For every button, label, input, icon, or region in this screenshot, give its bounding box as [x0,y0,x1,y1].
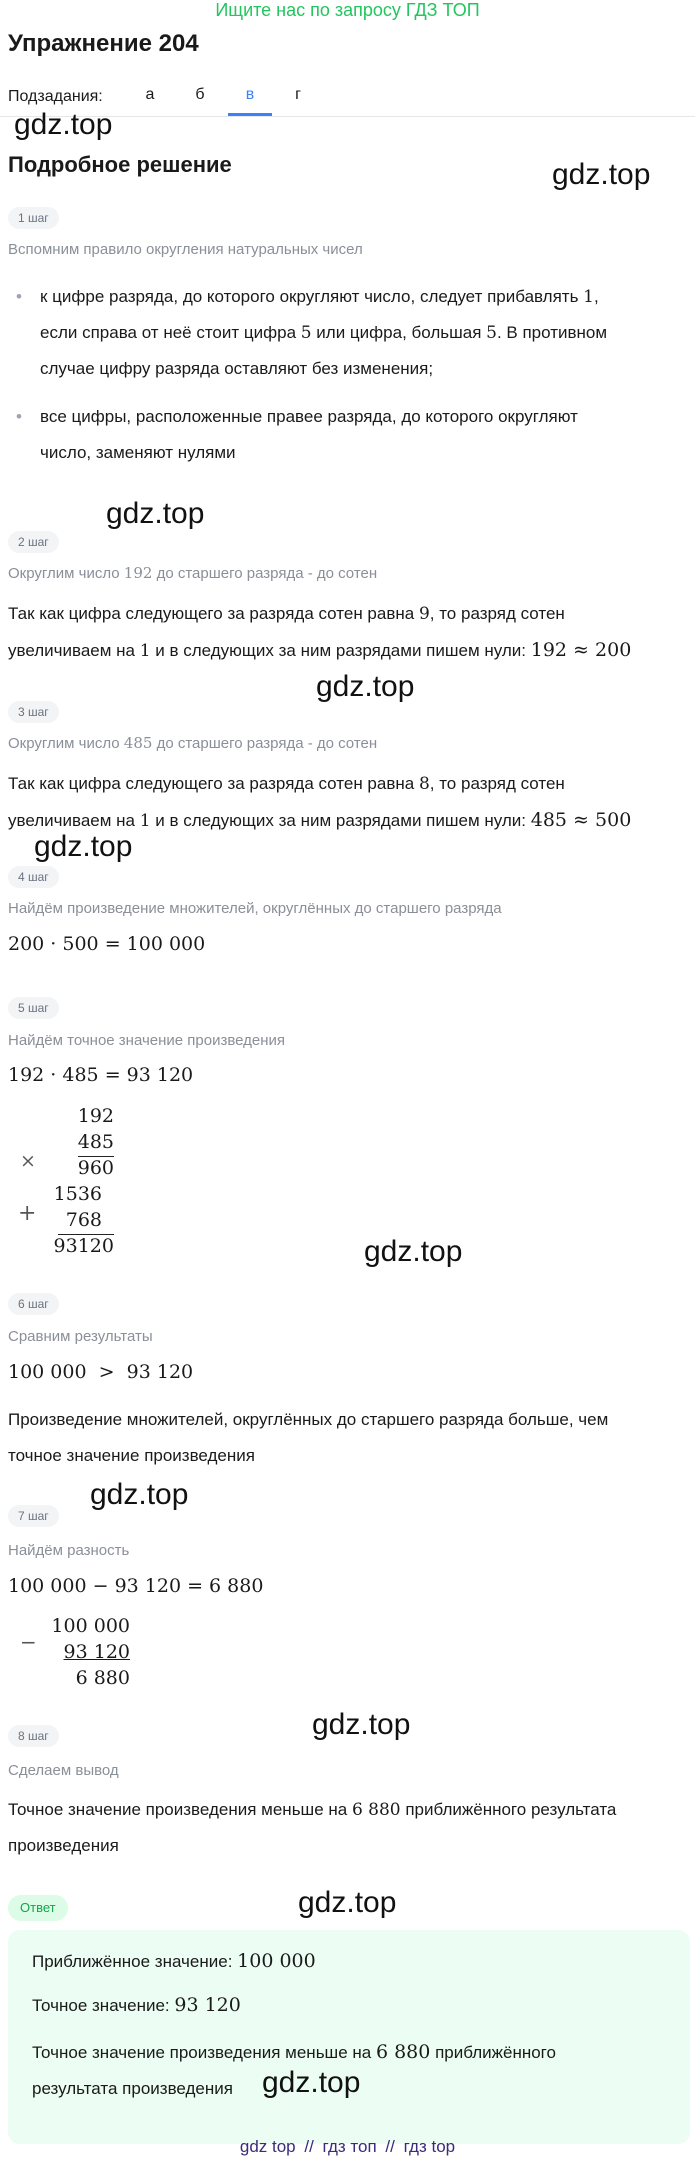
math-number: 100 000 [237,1950,316,1972]
text: Так как цифра следующего за разряда сотен равна [8,774,419,793]
step-title: Вспомним правило округления натуральных чисел [8,241,363,258]
math-number: 192 [123,564,153,582]
watermark: gdz.top [552,158,651,191]
rule-text: . В противном [496,323,608,342]
step-title [8,734,377,752]
math-number: 1 [139,811,151,831]
math-number: 5 [300,323,312,343]
rule-text: число, заменяют нулями [40,443,236,462]
list-item [8,279,688,387]
answer-label: Точное значение: [32,1996,175,2015]
partial-product-2: 1536 [53,1183,102,1205]
times-sign: × [20,1150,36,1172]
rule-text: если справа от неё стоит цифра [40,323,301,342]
watermark: gdz.top [14,108,113,141]
partial-product-3: 768 [65,1209,102,1231]
math-result: 485 ≈ 500 [530,809,632,831]
plus-sign: + [18,1201,37,1226]
step-title-text: до старшего разряда - до сотен [152,735,378,752]
text: и в следующих за ним разрядами пишем нули: [150,811,531,830]
rule-text: или цифра, большая [311,323,487,342]
math-expression: 200 · 500 = 100 000 [8,933,206,955]
watermark: gdz.top [298,1886,397,1919]
text: точное значение произведения [8,1446,255,1465]
math-expression: 100 000 − 93 120 = 6 880 [8,1575,264,1597]
page-title: Упражнение 204 [8,30,199,57]
subtasks-label: Подзадания: [8,88,103,105]
footer-links [0,2137,695,2157]
watermark: gdz.top [316,670,415,703]
step-title: Найдём произведение множителей, округлённых до старшего разряда [8,900,502,917]
answer-box [8,1930,690,2144]
tab-g[interactable]: г [295,86,301,103]
watermark: gdz.top [90,1478,189,1511]
step-badge: 2 шаг [8,531,59,553]
subtrahend: 93 120 [63,1641,130,1663]
step-badge: 7 шаг [8,1505,59,1527]
answer-label: Приближённое значение: [32,1952,238,1971]
math-number: 1 [139,641,151,661]
footer-separator: // [304,2137,314,2156]
text: и в следующих за ним разрядами пишем нули: [150,641,531,660]
text: приближённого результата [400,1800,617,1819]
step-badge: 5 шаг [8,997,59,1019]
factor-1: 192 [77,1105,114,1127]
answer-approx [32,1950,316,1972]
step-title: Сделаем вывод [8,1762,119,1779]
solution-heading: Подробное решение [8,152,232,177]
footer-link[interactable]: гдз топ [322,2137,377,2156]
answer-exact [32,1994,241,2016]
text: , то разряд сотен [429,604,565,623]
rules-list [8,279,688,471]
text: произведения [8,1836,119,1855]
partial-product-1: 960 [77,1157,114,1179]
rule-text: случае цифру разряда оставляют без изменения; [40,359,434,378]
step-badge: 8 шаг [8,1725,59,1747]
minuend: 100 000 [51,1615,130,1637]
tab-v[interactable]: в [245,86,255,103]
difference: 6 880 [75,1667,130,1689]
watermark: gdz.top [262,2066,361,2099]
math-expression: 100 000 > 93 120 [8,1361,194,1383]
watermark: gdz.top [106,497,205,530]
math-number: 6 880 [375,2041,431,2063]
math-number: 5 [486,323,497,343]
step-title: Найдём точное значение произведения [8,1032,286,1049]
text: увеличиваем на [8,641,140,660]
top-banner[interactable]: Ищите нас по запросу ГДЗ ТОП [215,0,480,20]
math-number: 8 [418,774,430,794]
watermark: gdz.top [312,1708,411,1741]
step-badge: 3 шаг [8,701,59,723]
text: Точное значение произведения меньше на [8,1800,352,1819]
math-number: 93 120 [174,1994,241,2016]
step-title-text: до старшего разряда - до сотен [152,565,378,582]
rule-text: к цифре разряда, до которого округляют число, следует прибавлять [40,287,584,306]
math-number: 6 880 [351,1800,401,1820]
footer-link[interactable]: гдз top [403,2137,456,2156]
answer-badge: Ответ [8,1895,68,1921]
step-text [8,1402,688,1474]
factor-2: 485 [77,1131,114,1153]
list-item [8,399,688,471]
watermark: gdz.top [34,830,133,863]
text: Так как цифра следующего за разряда сотен равна [8,604,419,623]
step-badge: 4 шаг [8,866,59,888]
watermark: gdz.top [364,1235,463,1268]
text: приближённого [430,2043,556,2062]
step-title: Найдём разность [8,1542,130,1559]
math-expression: 192 · 485 = 93 120 [8,1064,194,1086]
math-number: 485 [123,734,153,752]
text: результата произведения [32,2079,233,2098]
text: увеличиваем на [8,811,140,830]
step-title-text: Округлим число [8,735,124,752]
product-total: 93120 [53,1235,114,1257]
step-title: Сравним результаты [8,1328,153,1345]
step-title [8,564,377,582]
math-number: 9 [418,604,430,624]
math-number: 1 [583,287,594,307]
footer-separator: // [385,2137,395,2156]
rule-text: , [594,287,599,306]
math-result: 192 ≈ 200 [530,639,632,661]
multiplication-column [0,1100,140,1260]
tab-b[interactable]: б [195,86,205,103]
text: , то разряд сотен [429,774,565,793]
minus-sign: − [20,1630,37,1654]
tab-a[interactable]: а [145,86,155,103]
rule-text: все цифры, расположенные правее разряда, до которого округляют [40,407,578,426]
text: Произведение множителей, округлённых до старшего разряда больше, чем [8,1410,609,1429]
step-text [8,596,688,669]
step-title-text: Округлим число [8,565,124,582]
step-badge: 1 шаг [8,207,59,229]
step-text [8,1792,688,1864]
footer-link[interactable]: gdz top [239,2137,296,2156]
text: Точное значение произведения меньше на [32,2043,376,2062]
step-text [8,766,688,839]
step-badge: 6 шаг [8,1293,59,1315]
subtraction-column [0,1610,160,1700]
